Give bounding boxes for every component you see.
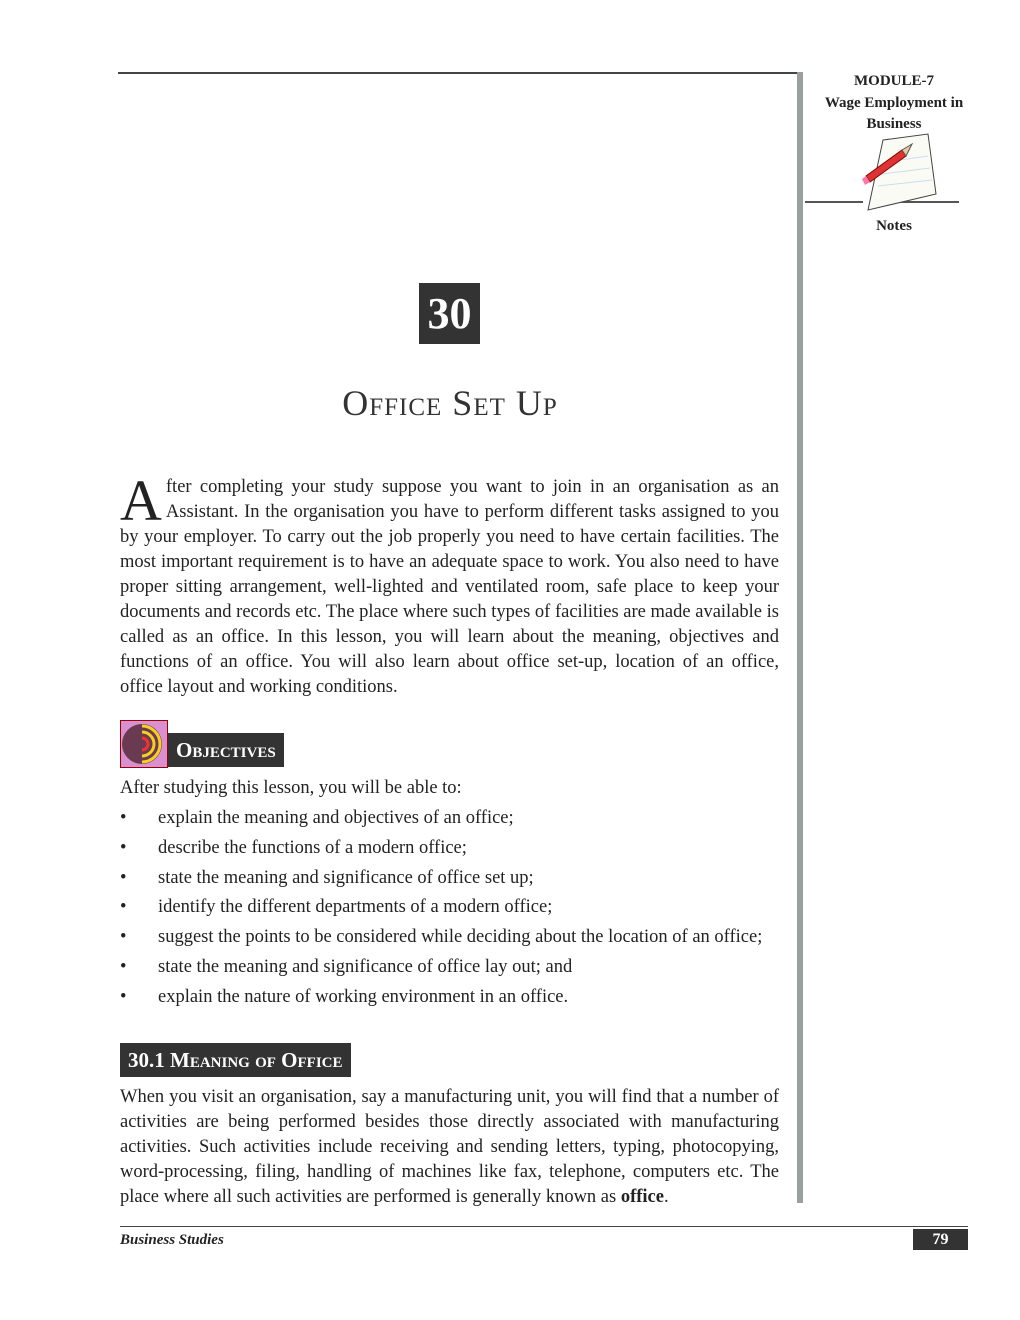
- list-item: [120, 836, 800, 866]
- notes-pencil-icon: [858, 132, 940, 212]
- section-paragraph: [120, 1085, 779, 1210]
- subject-line: Business: [866, 116, 922, 132]
- bullet: •: [120, 927, 127, 948]
- list-item: [120, 925, 800, 955]
- subject-line: Wage Employment in: [824, 95, 964, 111]
- list-item: [120, 806, 800, 836]
- item-text: describe the functions of a modern office;: [158, 837, 467, 858]
- bullet: •: [120, 837, 127, 858]
- item-text: state the meaning and significance of office set up;: [158, 867, 534, 888]
- objectives-heading: Objectives: [168, 733, 284, 767]
- bullet: •: [120, 808, 127, 828]
- footer-rule: [120, 1226, 968, 1227]
- chapter-title: Office Set Up: [342, 383, 558, 423]
- list-item: [120, 955, 800, 985]
- item-text: explain the nature of working environment in an office.: [158, 986, 569, 1007]
- book-title: Business Studies: [120, 1232, 224, 1248]
- page-number: 79: [913, 1229, 968, 1250]
- bold-term: office: [620, 1187, 664, 1207]
- item-text: suggest the points to be considered while deciding about the location of an office;: [158, 927, 763, 948]
- bullet: •: [120, 897, 127, 918]
- list-item: [120, 866, 800, 896]
- margin-rule: [797, 72, 803, 1203]
- module-label: MODULE-7: [854, 73, 934, 89]
- chapter-number: 30: [419, 283, 480, 344]
- notes-rule: [805, 201, 863, 203]
- bullet: •: [120, 986, 127, 1007]
- period: .: [663, 1187, 669, 1207]
- objectives-target-icon: [120, 720, 168, 768]
- bullet: •: [120, 956, 127, 977]
- drop-cap: A: [120, 468, 162, 533]
- list-item: [120, 985, 800, 1015]
- item-text: explain the meaning and objectives of an office;: [158, 808, 514, 828]
- section-heading: 30.1 Meaning of Office: [120, 1043, 351, 1077]
- bullet: •: [120, 867, 127, 888]
- item-text: state the meaning and significance of office lay out; and: [158, 956, 573, 977]
- item-text: identify the different departments of a modern office;: [158, 897, 553, 918]
- intro-paragraph: [120, 468, 779, 700]
- intro-text: fter completing your study suppose you want to join in an organisation as an Assistant. In the organisation you have to perform different tasks assigned to you by your employer. To carry out the job properly you need to have certain facilities. The most important requirement is to have an adequate space to work. You also need to have proper sitting arrangement, well-lighted and ventilated room, safe place to keep your documents and records etc. The place where such types of facilities are made available is called as an office. In this lesson, you will learn about the meaning, objectives and functions of an office. You will also learn about office set-up, location of an office, office layout and working conditions.: [120, 477, 779, 697]
- header-rule: [118, 72, 800, 74]
- objectives-list: [120, 806, 800, 1015]
- list-item: [120, 895, 800, 925]
- notes-label: Notes: [876, 218, 912, 234]
- section-text: When you visit an organisation, say a manufacturing unit, you will find that a number of activities are being performed besides those directly associated with manufacturing activities. Such activities include receiving and sending letters, typing, photocopying, word-processing, filing, handling of machines like fax, telephone, computers etc. The place where all such activities are performed is generally known as: [120, 1087, 779, 1207]
- objectives-lead: After studying this lesson, you will be able to:: [120, 778, 462, 798]
- module-subject: [815, 93, 973, 135]
